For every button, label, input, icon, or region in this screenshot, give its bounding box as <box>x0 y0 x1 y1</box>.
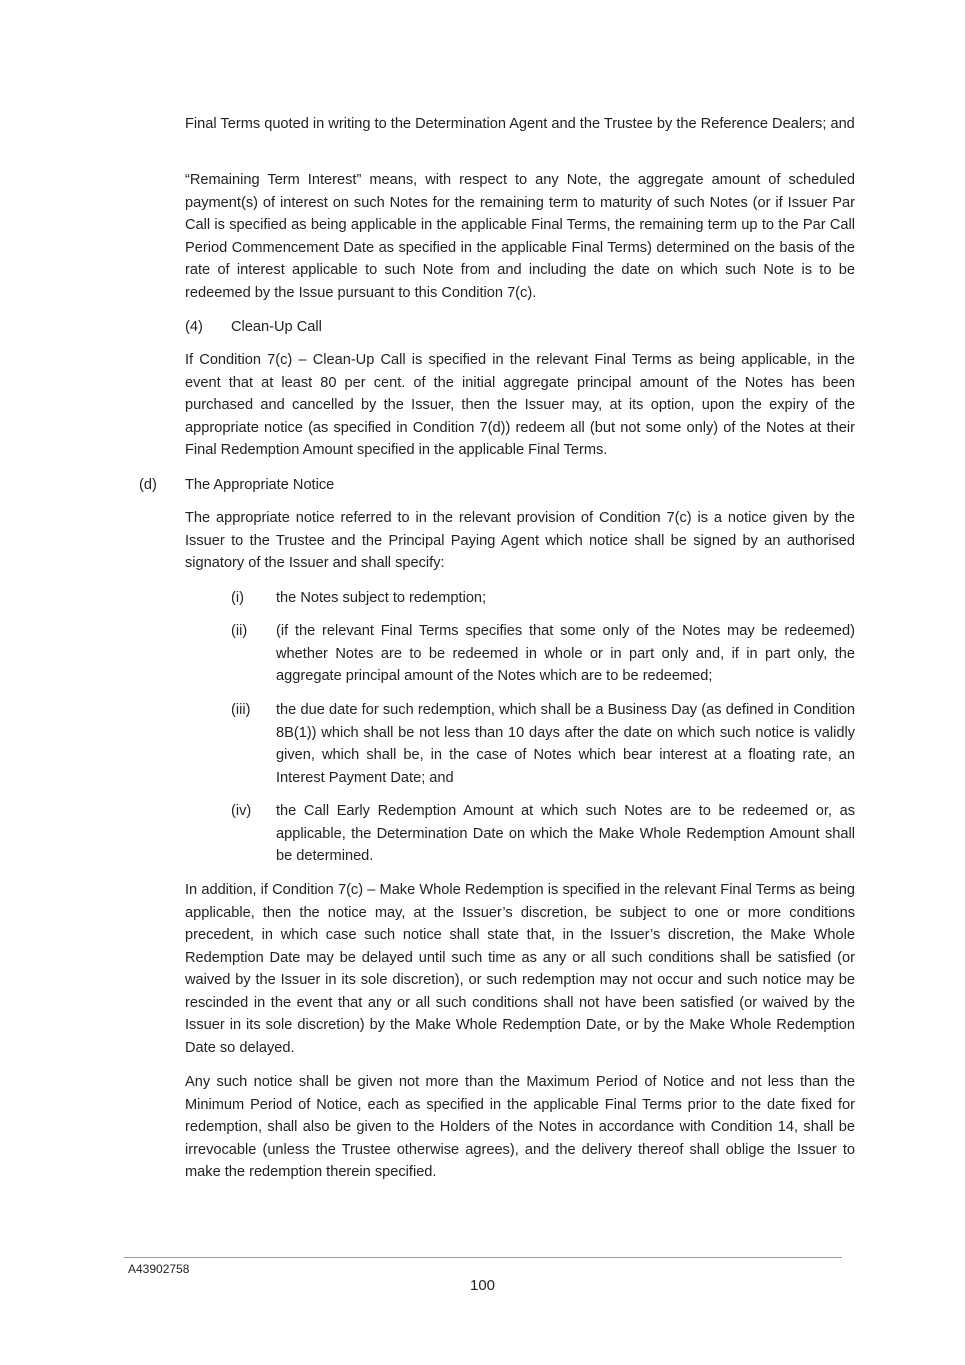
section-d-title: The Appropriate Notice <box>185 477 335 493</box>
list-item-text-iv: the Call Early Redemption Amount at which such Notes are to be redeemed or, as applicable, the Determination Date on which the Make Whole Redemption Amount shall be determined. <box>276 803 855 864</box>
footer-divider <box>124 1257 842 1258</box>
clean-up-call-title: Clean-Up Call <box>231 319 322 335</box>
list-item-text-ii: (if the relevant Final Terms specifies that some only of the Notes may be redeemed) whether Notes are to be redeemed in whole or in part only and, if in part only, the aggregate principal amount of the Notes which are to be redeemed; <box>276 623 855 684</box>
list-item-label-i: (i) <box>231 590 244 606</box>
clean-up-call-number: (4) <box>185 319 203 335</box>
definition-text: means, with respect to any Note, the aggregate amount of scheduled payment(s) of interest on such Notes for the remaining term to maturity of such Notes (or if Issuer Par Call is specified as being applicable in the applicable Final Terms, the remaining term up to the Par Call Period Commencement Date as specified in the applicable Final Terms) determined on the basis of the rate of interest applicable to such Note from and including the date on which such Note is to be redeemed by the Issue pursuant to this Condition 7(c). <box>185 172 855 301</box>
list-item-text-iii: the due date for such redemption, which shall be a Business Day (as defined in Condition 8B(1)) which shall be not less than 10 days after the date on which such notice is validly given, which shall be, in the case of Notes which bear interest at a floating rate, an Interest Payment Date; and <box>276 702 855 786</box>
document-reference: A43902758 <box>128 1262 190 1276</box>
paragraph-remaining-term-interest <box>185 169 855 304</box>
list-item-label-iv: (iv) <box>231 803 252 819</box>
list-item-text-i: the Notes subject to redemption; <box>276 590 487 606</box>
paragraph-appropriate-notice-intro: The appropriate notice referred to in the relevant provision of Condition 7(c) is a notice given by the Issuer to the Trustee and the Principal Paying Agent which notice shall be signed by an authorised signatory of the Issuer and shall specify: <box>185 510 855 571</box>
paragraph-make-whole-addition: In addition, if Condition 7(c) – Make Whole Redemption is specified in the relevant Final Terms as being applicable, then the notice may, at the Issuer’s discretion, be subject to one or more conditions precedent, in which case such notice shall state that, in the Issuer’s discretion, the Make Whole Redemption Date may be delayed until such time as any or all such conditions shall be satisfied (or waived by the Issuer in its sole discretion), or such redemption may not occur and such notice may be rescinded in the event that any or all such conditions shall not have been satisfied (or waived by the Issuer in its sole discretion) by the Make Whole Redemption Date, or by the Make Whole Redemption Date so delayed. <box>185 882 855 1056</box>
paragraph-clean-up-call: If Condition 7(c) – Clean-Up Call is specified in the relevant Final Terms as being applicable, in the event that at least 80 per cent. of the initial aggregate principal amount of the Notes has been purchased and cancelled by the Issuer, then the Issuer may, at its option, upon the expiry of the appropriate notice (as specified in Condition 7(d)) redeem all (but not some only) of the Notes at their Final Redemption Amount specified in the applicable Final Terms. <box>185 352 855 458</box>
section-d-label: (d) <box>139 477 157 493</box>
list-item-label-iii: (iii) <box>231 702 251 718</box>
page-number: 100 <box>469 1277 496 1294</box>
list-item-label-ii: (ii) <box>231 623 248 639</box>
paragraph-final-terms-quoted: Final Terms quoted in writing to the Determination Agent and the Trustee by the Reference Dealers; and <box>185 116 855 132</box>
defined-term-remaining-term-interest: “Remaining Term Interest” <box>185 172 362 188</box>
paragraph-notice-period: Any such notice shall be given not more than the Maximum Period of Notice and not less than the Minimum Period of Notice, each as specified in the applicable Final Terms prior to the date fixed for redemption, shall also be given to the Holders of the Notes in accordance with Condition 14, shall be irrevocable (unless the Trustee otherwise agrees), and the delivery thereof shall oblige the Issuer to make the redemption therein specified. <box>185 1074 855 1180</box>
